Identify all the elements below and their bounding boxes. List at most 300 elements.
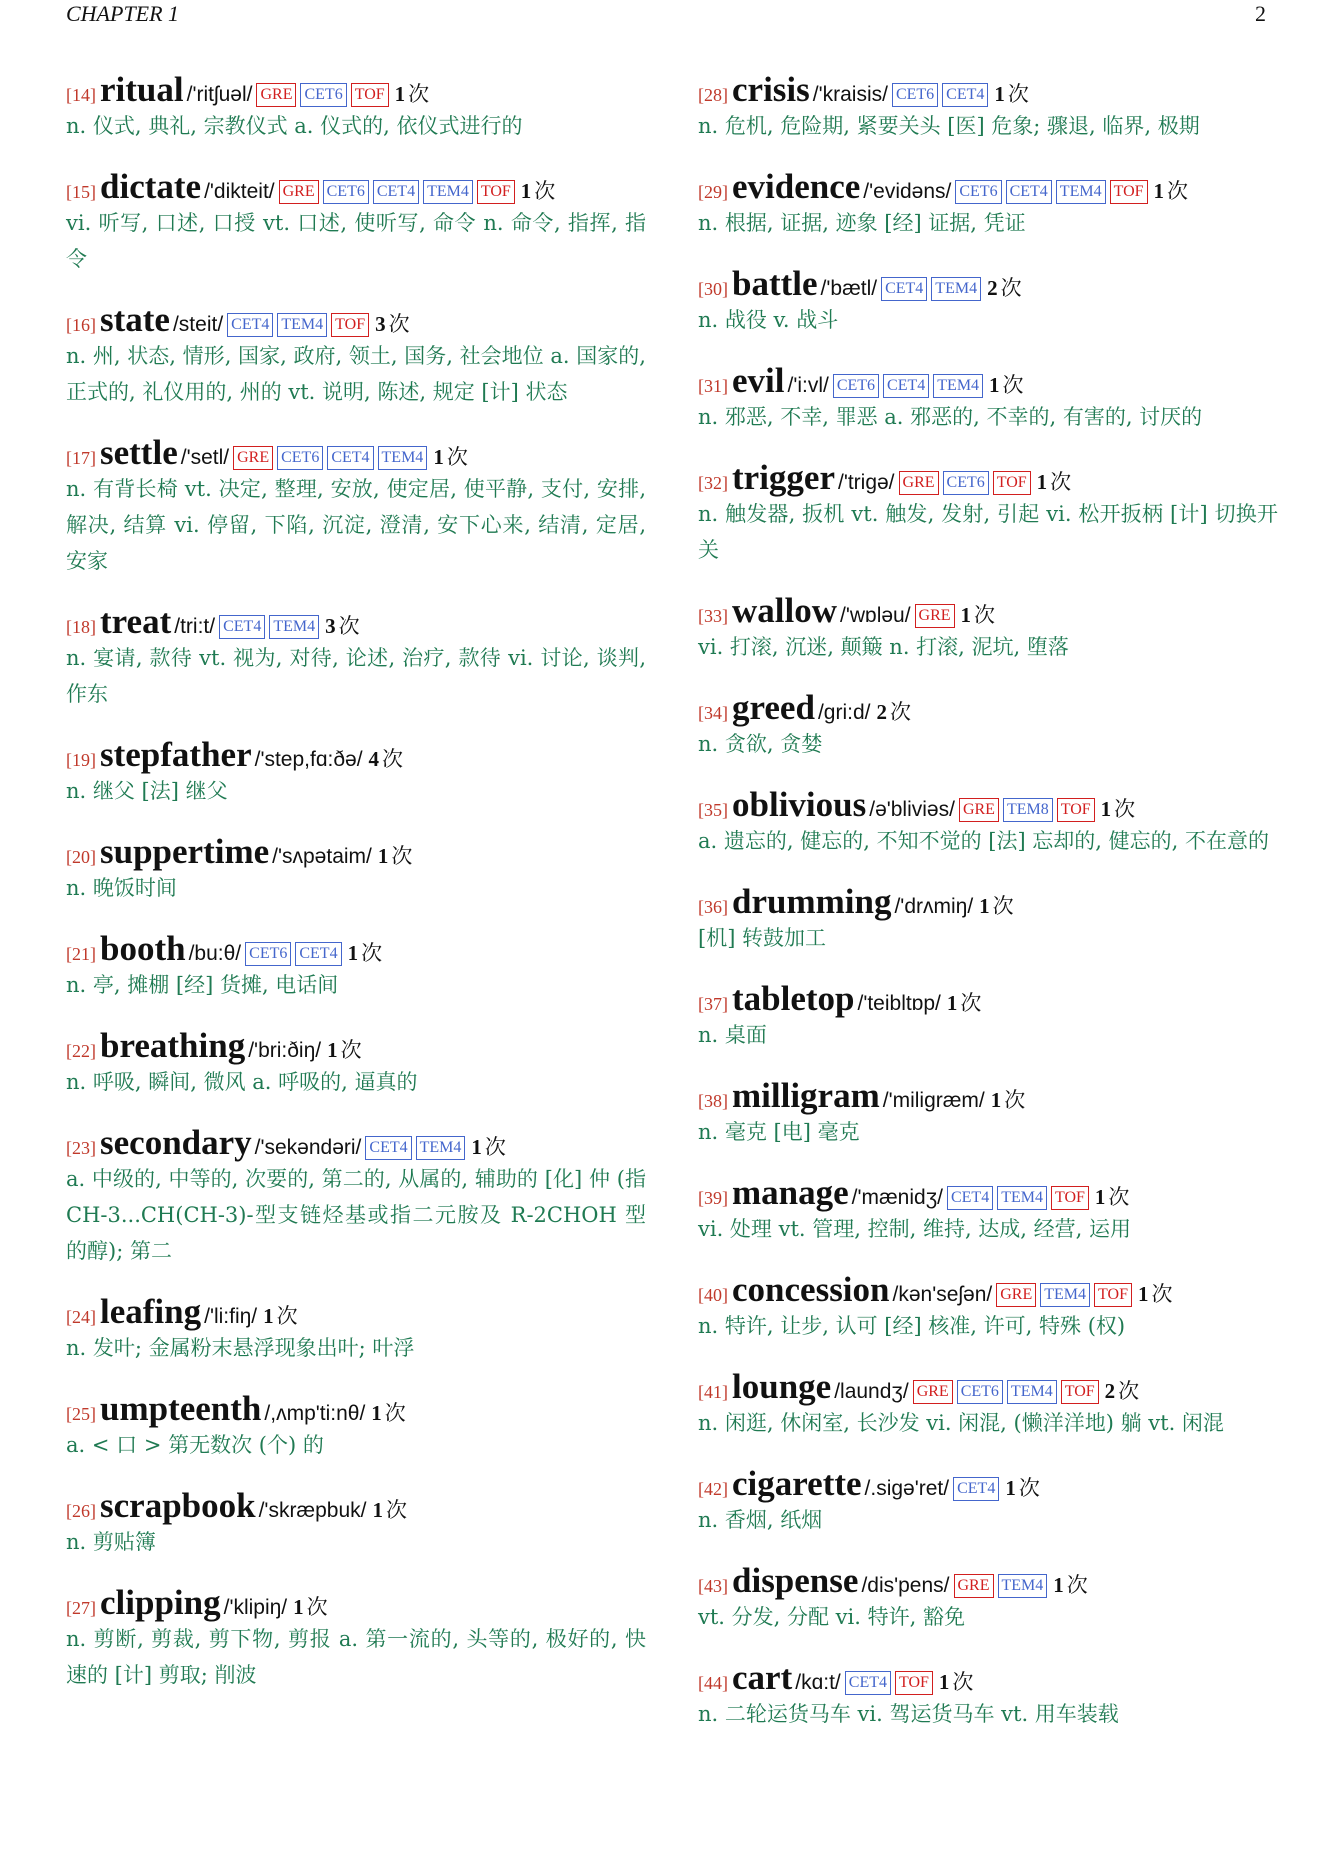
exam-tag-cet6: CET6 <box>955 180 1001 204</box>
count-number: 1 <box>371 1401 382 1425</box>
frequency-count <box>521 179 556 203</box>
frequency-count <box>989 373 1024 397</box>
definition: n. 根据, 证据, 迹象 [经] 证据, 凭证 <box>698 211 1026 235</box>
phonetic: /'wɒləu/ <box>840 604 911 627</box>
vocab-entry <box>698 785 1278 859</box>
entry-index: [27] <box>66 1598 96 1618</box>
vocab-entry <box>66 433 646 579</box>
headword: trigger <box>732 458 835 497</box>
count-unit: 次 <box>960 991 982 1015</box>
count-number: 1 <box>263 1304 274 1328</box>
definition: n. 仪式, 典礼, 宗教仪式 a. 仪式的, 依仪式进行的 <box>66 114 523 138</box>
count-unit: 次 <box>446 445 468 469</box>
entry-index: [41] <box>698 1382 728 1402</box>
count-unit: 次 <box>534 179 556 203</box>
frequency-count <box>979 894 1014 918</box>
count-unit: 次 <box>338 614 360 638</box>
phonetic: /'drʌmiŋ/ <box>894 895 974 918</box>
entry-index: [15] <box>66 182 96 202</box>
exam-tag-gre: GRE <box>913 1380 953 1404</box>
definition: n. 邪恶, 不幸, 罪恶 a. 邪恶的, 不幸的, 有害的, 讨厌的 <box>698 405 1203 429</box>
exam-tag-tem4: TEM4 <box>416 1136 466 1160</box>
exam-tag-cet4: CET4 <box>947 1186 993 1210</box>
frequency-count <box>1154 179 1189 203</box>
count-number: 1 <box>347 941 359 965</box>
vocab-entry <box>698 882 1278 956</box>
exam-tag-tem4: TEM4 <box>423 180 473 204</box>
entry-headline <box>66 735 646 775</box>
exam-tag-cet6: CET6 <box>323 180 369 204</box>
frequency-count <box>327 1038 362 1062</box>
headword: oblivious <box>732 785 867 824</box>
frequency-count <box>1095 1185 1130 1209</box>
exam-tag-gre: GRE <box>899 471 939 495</box>
entry-headline <box>66 832 646 872</box>
vocab-entry <box>66 300 646 410</box>
count-number: 1 <box>372 1498 383 1522</box>
frequency-count <box>471 1135 506 1159</box>
exam-tag-tem4: TEM4 <box>933 374 983 398</box>
exam-tag-cet6: CET6 <box>957 1380 1003 1404</box>
entry-headline <box>698 1173 1278 1213</box>
headword: drumming <box>732 882 892 921</box>
frequency-count <box>876 700 911 724</box>
phonetic: /'setl/ <box>180 446 230 469</box>
definition: n. 闲逛, 休闲室, 长沙发 vi. 闲混, (懒洋洋地) 躺 vt. 闲混 <box>698 1411 1224 1435</box>
exam-tag-cet4: CET4 <box>845 1671 891 1695</box>
frequency-count <box>939 1670 974 1694</box>
definition: n. 有背长椅 vt. 决定, 整理, 安放, 使定居, 使平静, 支付, 安排, 解决, 结算 vi. 停留, 下陷, 沉淀, 澄清, 安下心来, 结清, 定居, 安家 <box>66 477 646 573</box>
vocab-entry <box>66 1583 646 1693</box>
entry-index: [39] <box>698 1188 728 1208</box>
entry-index: [42] <box>698 1479 728 1499</box>
entry-headline <box>66 1583 646 1623</box>
definition: n. 贪欲, 贪婪 <box>698 732 823 756</box>
vocab-entry <box>66 1486 646 1560</box>
entry-index: [22] <box>66 1041 96 1061</box>
count-number: 1 <box>1053 1573 1064 1597</box>
frequency-count <box>947 991 982 1015</box>
count-unit: 次 <box>484 1135 506 1159</box>
exam-tag-tem4: TEM4 <box>997 1186 1047 1210</box>
exam-tag-cet6: CET6 <box>245 942 291 966</box>
count-number: 2 <box>1104 1379 1116 1403</box>
phonetic: /.sigə'ret/ <box>864 1477 950 1500</box>
entry-headline <box>698 264 1278 304</box>
count-number: 2 <box>876 700 887 724</box>
count-number: 1 <box>1005 1476 1016 1500</box>
exam-tag-cet6: CET6 <box>892 83 938 107</box>
definition: n. 宴请, 款待 vt. 视为, 对待, 论述, 治疗, 款待 vi. 讨论, 谈判, 作东 <box>66 646 646 706</box>
frequency-count <box>348 941 383 965</box>
entry-headline <box>66 1026 646 1066</box>
frequency-count <box>395 82 430 106</box>
exam-tag-cet4: CET4 <box>883 374 929 398</box>
exam-tag-tem4: TEM4 <box>1040 1283 1090 1307</box>
vocab-entry <box>698 1076 1278 1150</box>
exam-tag-tof: TOF <box>351 83 389 107</box>
phonetic: /steit/ <box>172 313 224 336</box>
entry-headline <box>66 1123 646 1163</box>
phonetic: /'sʌpətaim/ <box>272 845 372 868</box>
definition: n. 特许, 让步, 认可 [经] 核准, 许可, 特殊 (权) <box>698 1314 1126 1338</box>
entry-headline <box>698 1270 1278 1310</box>
phonetic: /'li:fiŋ/ <box>204 1305 258 1328</box>
entry-headline <box>66 602 646 642</box>
chapter-title: CHAPTER 1 <box>66 1 180 26</box>
frequency-count <box>378 844 413 868</box>
entry-headline <box>698 1658 1278 1698</box>
phonetic: /tri:t/ <box>174 615 216 638</box>
exam-tag-tof: TOF <box>993 471 1031 495</box>
exam-tag-cet4: CET4 <box>373 180 419 204</box>
count-number: 1 <box>938 1670 950 1694</box>
headword: evidence <box>732 167 861 206</box>
vocab-entry <box>698 458 1278 568</box>
frequency-count <box>1105 1379 1140 1403</box>
exam-tag-cet4: CET4 <box>227 313 273 337</box>
definition: a. 中级的, 中等的, 次要的, 第二的, 从属的, 辅助的 [化] 仲 (指 CH-3...CH(CH-3)-型支链烃基或指二元胺及 R-2CHOH 型的醇); 第二 <box>66 1167 646 1263</box>
phonetic: /'ritʃuəl/ <box>186 83 253 106</box>
definition: vi. 听写, 口述, 口授 vt. 口述, 使听写, 命令 n. 命令, 指挥, 指令 <box>66 211 646 271</box>
phonetic: /'miligræm/ <box>882 1089 985 1112</box>
phonetic: /kən'seʃən/ <box>892 1283 993 1306</box>
count-number: 1 <box>1100 797 1112 821</box>
vocab-entry <box>698 1464 1278 1538</box>
exam-tag-cet4: CET4 <box>295 942 341 966</box>
frequency-count <box>433 445 468 469</box>
definition: n. 二轮运货马车 vi. 驾运货马车 vt. 用车装载 <box>698 1702 1119 1726</box>
exam-tag-cet6: CET6 <box>943 471 989 495</box>
count-unit: 次 <box>1007 82 1029 106</box>
frequency-count <box>1101 797 1136 821</box>
exam-tag-cet4: CET4 <box>365 1136 411 1160</box>
count-number: 3 <box>375 312 386 336</box>
phonetic: /laundʒ/ <box>834 1380 909 1403</box>
entry-headline <box>698 458 1278 498</box>
definition: n. 香烟, 纸烟 <box>698 1508 823 1532</box>
vocab-entry <box>698 688 1278 762</box>
frequency-count <box>1053 1573 1088 1597</box>
exam-tag-cet4: CET4 <box>942 83 988 107</box>
definition: n. 继父 [法] 继父 <box>66 779 228 803</box>
definition: vi. 打滚, 沉迷, 颠簸 n. 打滚, 泥坑, 堕落 <box>698 635 1069 659</box>
entry-headline <box>66 1389 646 1429</box>
count-unit: 次 <box>1002 373 1024 397</box>
count-unit: 次 <box>385 1498 407 1522</box>
vocab-entry <box>66 167 646 277</box>
right-column <box>698 70 1278 1755</box>
vocab-entry <box>698 1270 1278 1344</box>
headword: cigarette <box>732 1464 862 1503</box>
count-number: 1 <box>293 1595 304 1619</box>
entry-headline <box>66 300 646 340</box>
frequency-count <box>293 1595 328 1619</box>
entry-index: [33] <box>698 606 728 626</box>
exam-tag-tof: TOF <box>1110 180 1148 204</box>
definition: [机] 转鼓加工 <box>698 926 827 950</box>
phonetic: /kɑ:t/ <box>795 1671 841 1694</box>
exam-tag-tem8: TEM8 <box>1003 798 1053 822</box>
frequency-count <box>369 747 404 771</box>
phonetic: /'bri:ðiŋ/ <box>248 1039 322 1062</box>
entry-headline <box>698 591 1278 631</box>
count-number: 1 <box>1153 179 1165 203</box>
frequency-count <box>371 1401 406 1425</box>
count-unit: 次 <box>361 941 383 965</box>
headword: leafing <box>100 1292 202 1331</box>
phonetic: /'step,fɑ:ðə/ <box>254 748 363 771</box>
count-number: 1 <box>327 1038 338 1062</box>
entry-headline <box>698 1367 1278 1407</box>
count-number: 1 <box>1137 1282 1149 1306</box>
entry-index: [34] <box>698 703 728 723</box>
count-unit: 次 <box>1151 1282 1173 1306</box>
count-number: 1 <box>994 82 1005 106</box>
phonetic: /'dikteit/ <box>204 180 275 203</box>
definition: a. < 口 > 第无数次 (个) 的 <box>66 1433 324 1457</box>
definition: n. 州, 状态, 情形, 国家, 政府, 领土, 国务, 社会地位 a. 国家的, 正式的, 礼仪用的, 州的 vt. 说明, 陈述, 规定 [计] 状态 <box>66 344 646 404</box>
phonetic: /'mænidʒ/ <box>851 1186 943 1209</box>
definition: vi. 处理 vt. 管理, 控制, 维持, 达成, 经营, 运用 <box>698 1217 1132 1241</box>
count-unit: 次 <box>889 700 911 724</box>
exam-tag-cet6: CET6 <box>833 374 879 398</box>
entry-index: [18] <box>66 617 96 637</box>
frequency-count <box>1138 1282 1173 1306</box>
entry-headline <box>698 785 1278 825</box>
vocab-entry <box>698 591 1278 665</box>
vocab-entry <box>66 602 646 712</box>
exam-tag-gre: GRE <box>915 604 955 628</box>
exam-tag-cet4: CET4 <box>881 277 927 301</box>
definition: n. 桌面 <box>698 1023 767 1047</box>
headword: settle <box>100 433 178 472</box>
page-number: 2 <box>1255 1 1266 26</box>
exam-tag-tem4: TEM4 <box>269 615 319 639</box>
count-number: 1 <box>433 445 444 469</box>
count-unit: 次 <box>1066 1573 1088 1597</box>
exam-tag-gre: GRE <box>256 83 296 107</box>
frequency-count <box>375 312 410 336</box>
exam-tag-tof: TOF <box>1061 1380 1099 1404</box>
vocab-entry <box>66 1292 646 1366</box>
exam-tag-tof: TOF <box>1094 1283 1132 1307</box>
phonetic: /'kraisis/ <box>812 83 888 106</box>
entry-index: [35] <box>698 800 728 820</box>
entry-index: [26] <box>66 1501 96 1521</box>
phonetic: /'klipiŋ/ <box>223 1596 288 1619</box>
exam-tag-tof: TOF <box>1057 798 1095 822</box>
exam-tag-tem4: TEM4 <box>1007 1380 1057 1404</box>
frequency-count <box>372 1498 407 1522</box>
phonetic: /'skræpbuk/ <box>258 1499 367 1522</box>
entry-index: [24] <box>66 1307 96 1327</box>
vocab-entry <box>66 832 646 906</box>
entry-index: [14] <box>66 85 96 105</box>
count-number: 2 <box>987 276 998 300</box>
phonetic: /,ʌmp'ti:nθ/ <box>264 1402 366 1425</box>
definition: n. 发叶; 金属粉末悬浮现象出叶; 叶浮 <box>66 1336 415 1360</box>
phonetic: /'sekəndəri/ <box>254 1136 362 1159</box>
headword: wallow <box>732 591 837 630</box>
entry-headline <box>66 1486 646 1526</box>
entry-headline <box>698 70 1278 110</box>
exam-tag-tof: TOF <box>895 1671 933 1695</box>
entry-headline <box>66 929 646 969</box>
entry-index: [17] <box>66 448 96 468</box>
frequency-count <box>1005 1476 1040 1500</box>
phonetic: /ə'bliviəs/ <box>869 798 955 821</box>
definition: n. 剪贴簿 <box>66 1530 156 1554</box>
frequency-count <box>994 82 1029 106</box>
phonetic: /'bætl/ <box>820 277 878 300</box>
vocab-entry <box>698 70 1278 144</box>
entry-index: [37] <box>698 994 728 1014</box>
headword: clipping <box>100 1583 221 1622</box>
entry-headline <box>698 882 1278 922</box>
count-unit: 次 <box>1018 1476 1040 1500</box>
definition: n. 战役 v. 战斗 <box>698 308 839 332</box>
count-unit: 次 <box>974 603 996 627</box>
definition: n. 触发器, 扳机 vt. 触发, 发射, 引起 vi. 松开扳柄 [计] 切换开关 <box>698 502 1278 562</box>
entry-headline <box>66 433 646 473</box>
entry-index: [43] <box>698 1576 728 1596</box>
phonetic: /'evidəns/ <box>863 180 952 203</box>
exam-tag-tof: TOF <box>1051 1186 1089 1210</box>
entry-headline <box>698 1464 1278 1504</box>
vocab-entry <box>66 70 646 144</box>
exam-tag-tem4: TEM4 <box>1056 180 1106 204</box>
count-unit: 次 <box>384 1401 406 1425</box>
exam-tag-tof: TOF <box>477 180 515 204</box>
exam-tag-gre: GRE <box>996 1283 1036 1307</box>
vocab-entry <box>698 1173 1278 1247</box>
count-number: 1 <box>946 991 958 1015</box>
definition: n. 毫克 [电] 毫克 <box>698 1120 860 1144</box>
count-unit: 次 <box>992 894 1014 918</box>
phonetic: /'i:vl/ <box>787 374 829 397</box>
vocab-entry <box>698 167 1278 241</box>
definition: n. 剪断, 剪裁, 剪下物, 剪报 a. 第一流的, 头等的, 极好的, 快速的 [计] 剪取; 削波 <box>66 1627 646 1687</box>
phonetic: /'teibltɒp/ <box>857 992 941 1015</box>
exam-tag-gre: GRE <box>279 180 319 204</box>
headword: treat <box>100 602 172 641</box>
count-unit: 次 <box>1108 1185 1130 1209</box>
entry-headline <box>698 361 1278 401</box>
count-unit: 次 <box>306 1595 328 1619</box>
count-number: 1 <box>1094 1185 1106 1209</box>
entry-headline <box>698 688 1278 728</box>
count-unit: 次 <box>1118 1379 1140 1403</box>
headword: lounge <box>732 1367 832 1406</box>
exam-tag-gre: GRE <box>954 1574 994 1598</box>
entry-headline <box>66 70 646 110</box>
exam-tag-tem4: TEM4 <box>998 1574 1048 1598</box>
entry-index: [44] <box>698 1673 728 1693</box>
count-number: 1 <box>471 1135 482 1159</box>
entry-index: [28] <box>698 85 728 105</box>
vocab-entry <box>66 1026 646 1100</box>
exam-tag-cet4: CET4 <box>327 446 373 470</box>
count-number: 1 <box>960 603 972 627</box>
entry-headline <box>66 167 646 207</box>
entry-index: [23] <box>66 1138 96 1158</box>
headword: secondary <box>100 1123 252 1162</box>
exam-tag-tem4: TEM4 <box>378 446 428 470</box>
frequency-count <box>263 1304 298 1328</box>
entry-headline <box>698 1561 1278 1601</box>
headword: tabletop <box>732 979 855 1018</box>
count-number: 3 <box>325 614 336 638</box>
headword: dictate <box>100 167 202 206</box>
headword: milligram <box>732 1076 880 1115</box>
entry-headline <box>698 979 1278 1019</box>
exam-tag-cet4: CET4 <box>1006 180 1052 204</box>
entry-index: [19] <box>66 750 96 770</box>
vocab-entry <box>698 264 1278 338</box>
exam-tag-cet4: CET4 <box>219 615 265 639</box>
headword: greed <box>732 688 815 727</box>
vocab-entry <box>66 1123 646 1269</box>
headword: concession <box>732 1270 890 1309</box>
headword: manage <box>732 1173 849 1212</box>
vocab-entry <box>698 1561 1278 1635</box>
count-unit: 次 <box>1114 797 1136 821</box>
entry-index: [21] <box>66 944 96 964</box>
definition: a. 遗忘的, 健忘的, 不知不觉的 [法] 忘却的, 健忘的, 不在意的 <box>698 829 1270 853</box>
entry-index: [40] <box>698 1285 728 1305</box>
vocab-entry <box>66 929 646 1003</box>
count-unit: 次 <box>340 1038 362 1062</box>
frequency-count <box>987 276 1022 300</box>
frequency-count <box>991 1088 1026 1112</box>
entry-headline <box>66 1292 646 1332</box>
frequency-count <box>325 614 360 638</box>
entry-index: [20] <box>66 847 96 867</box>
entry-index: [25] <box>66 1404 96 1424</box>
vocab-entry <box>698 979 1278 1053</box>
count-unit: 次 <box>388 312 410 336</box>
entry-index: [32] <box>698 473 728 493</box>
frequency-count <box>961 603 996 627</box>
phonetic: /bu:θ/ <box>188 942 242 965</box>
running-header <box>66 0 1266 28</box>
count-number: 1 <box>979 894 990 918</box>
entry-index: [36] <box>698 897 728 917</box>
headword: breathing <box>100 1026 246 1065</box>
count-number: 1 <box>520 179 532 203</box>
phonetic: /'trigə/ <box>837 471 895 494</box>
exam-tag-cet6: CET6 <box>277 446 323 470</box>
count-unit: 次 <box>1167 179 1189 203</box>
exam-tag-gre: GRE <box>959 798 999 822</box>
count-number: 1 <box>990 1088 1002 1112</box>
count-unit: 次 <box>952 1670 974 1694</box>
headword: evil <box>732 361 785 400</box>
exam-tag-tof: TOF <box>331 313 369 337</box>
count-number: 1 <box>989 373 1000 397</box>
count-unit: 次 <box>1004 1088 1026 1112</box>
vocab-entry <box>66 1389 646 1463</box>
count-number: 1 <box>377 844 389 868</box>
count-number: 4 <box>368 747 380 771</box>
definition: n. 呼吸, 瞬间, 微风 a. 呼吸的, 逼真的 <box>66 1070 418 1094</box>
count-unit: 次 <box>382 747 404 771</box>
vocab-entry <box>698 361 1278 435</box>
headword: dispense <box>732 1561 859 1600</box>
headword: battle <box>732 264 818 303</box>
entry-index: [29] <box>698 182 728 202</box>
